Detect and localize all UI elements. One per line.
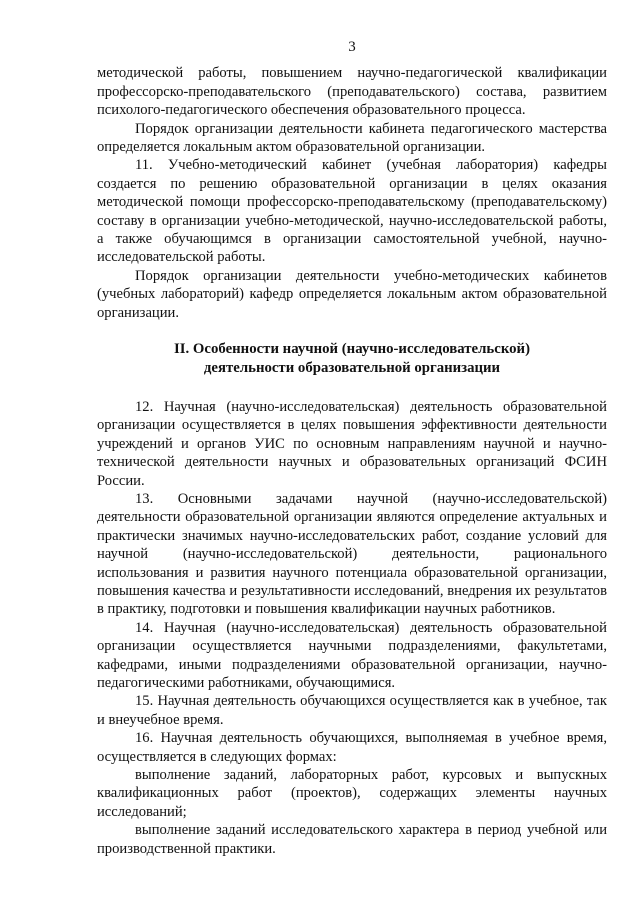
- paragraph-continuation: методической работы, повышением научно-педагогической квалификации профессорско-преподавательского (преподавательского) состава, развитием психолого-педагогического обеспечения образовательного процесса.: [97, 65, 607, 119]
- paragraph-cabinet-order: Порядок организации деятельности кабинета педагогического мастерства определяется локальным актом образовательной организации.: [97, 120, 607, 156]
- paragraph-item-15: 15. Научная деятельность обучающихся осуществляется как в учебное, так и внеучебное время.: [97, 693, 607, 728]
- page-number: 3: [348, 39, 356, 55]
- paragraph-form-1: выполнение заданий, лабораторных работ, курсовых и выпускных квалификационных работ (проектов), содержащих элементы научных исследований;: [97, 767, 607, 820]
- section-heading-line-1: II. Особенности научной (научно-исследовательской): [174, 341, 530, 358]
- section-heading: [97, 340, 607, 377]
- paragraph-item-13: 13. Основными задачами научной (научно-исследовательской) деятельности образовательной организации являются определение актуальных и практически значимых научно-исследовательских работ, создание условий для научной (научно-исследовательской) деятельности, рационального использования и развития научного потенциала образовательной организации, повышения качества и результативности исследований, внедрения их результатов в практику, подготовки и повышения квалификации научных работников.: [97, 490, 607, 618]
- document-page: [97, 38, 607, 858]
- section-heading-line-2: деятельности образовательной организации: [203, 359, 501, 376]
- paragraph-form-2: выполнение заданий исследовательского характера в период учебной или производственной практики.: [97, 822, 607, 857]
- paragraph-item-12: 12. Научная (научно-исследовательская) деятельность образовательной организации осуществляется в целях повышения эффективности деятельности учреждений и органов УИС по основным направлениям научной и научно-технической деятельности научных и образовательных организаций ФСИН России.: [97, 398, 607, 489]
- paragraph-lab-order: Порядок организации деятельности учебно-методических кабинетов (учебных лабораторий) кафедр определяется локальным актом образовательной организации.: [97, 267, 607, 321]
- paragraph-item-11: 11. Учебно-методический кабинет (учебная лаборатория) кафедры создается по решению образовательной организации в целях оказания методической помощи профессорско-преподавательскому (преподавательскому) составу в организации учебно-методической, научно-исследовательской работы, а также обучающимся в организации самостоятельной учебной, научно-исследовательской работы.: [97, 157, 607, 266]
- paragraph-item-14: 14. Научная (научно-исследовательская) деятельность образовательной организации осуществляется научными подразделениями, факультетами, кафедрами, иными подразделениями образовательной организации, научно-педагогическими работниками, обучающимися.: [97, 619, 607, 691]
- paragraph-item-16: 16. Научная деятельность обучающихся, выполняемая в учебное время, осуществляется в следующих формах:: [97, 730, 607, 765]
